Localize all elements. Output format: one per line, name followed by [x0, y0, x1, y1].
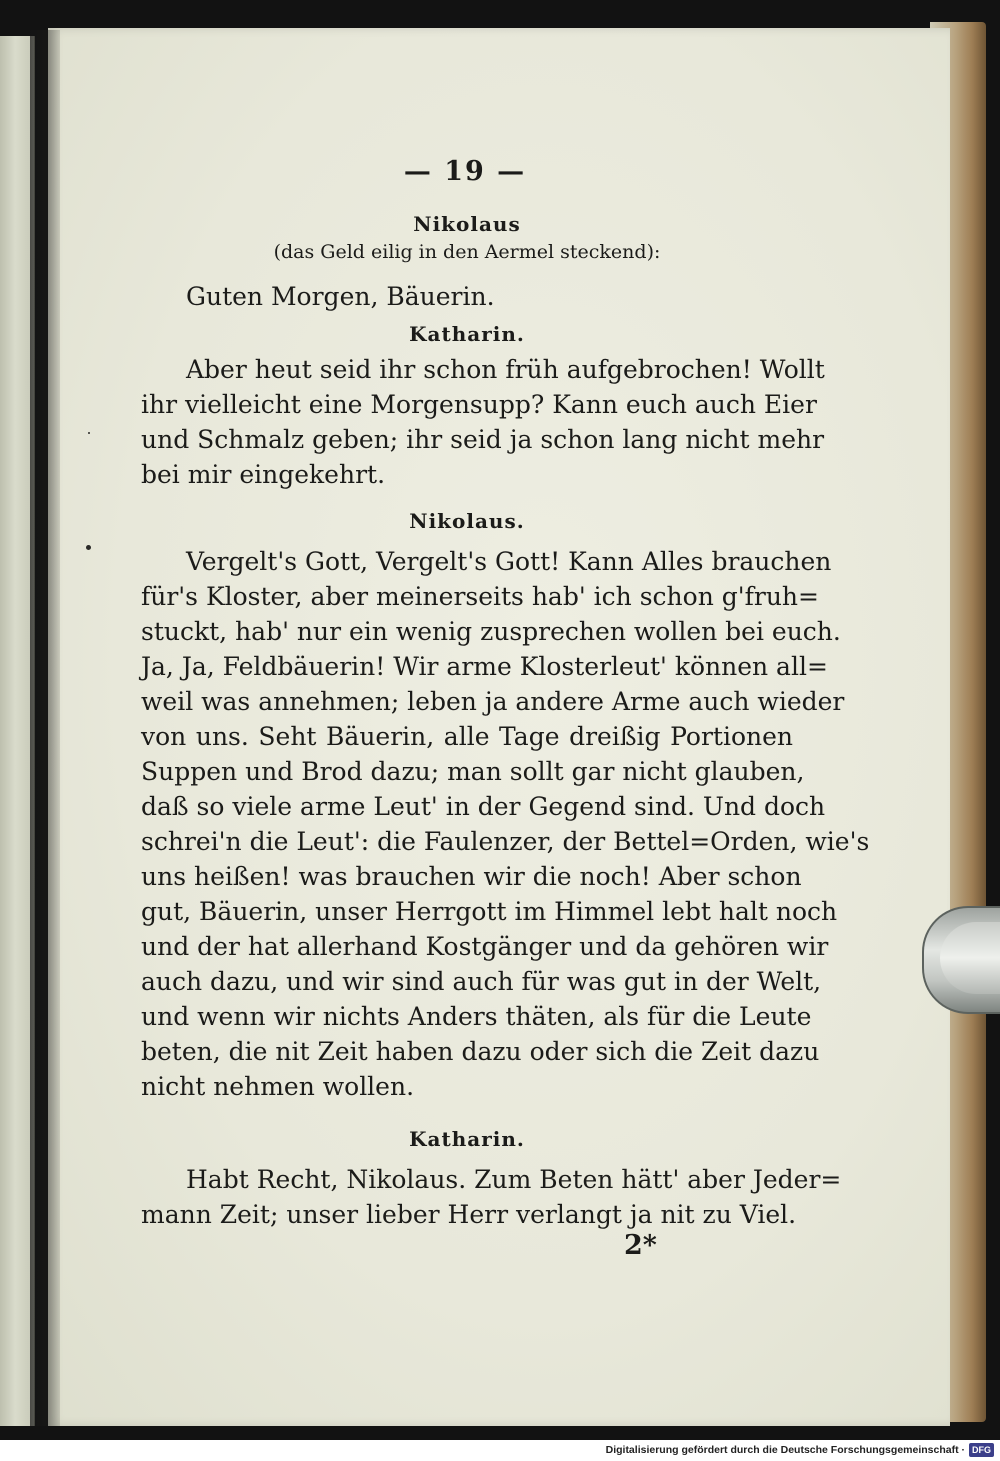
text-line: bei mir eingekehrt.	[141, 460, 386, 489]
digitization-footer	[0, 1440, 1000, 1461]
footer-credit: Digitalisierung gefördert durch die Deutsche Forschungsgemeinschaft ·	[605, 1444, 965, 1456]
text-line: auch dazu, und wir sind auch für was gut in der Welt,	[141, 967, 822, 996]
paper-speck	[86, 545, 91, 550]
text-line: mann Zeit; unser lieber Herr verlangt ja nit zu Viel.	[141, 1200, 797, 1229]
gutter-shadow	[30, 30, 60, 1426]
text-line: weil was annehmen; leben ja andere Arme auch wieder	[141, 687, 845, 716]
text-line: schrei'n die Leut': die Faulenzer, der Bettel=Orden, wie's	[141, 827, 870, 856]
text-line: Suppen und Brod dazu; man sollt gar nicht glauben,	[141, 757, 805, 786]
text-line: Aber heut seid ihr schon früh aufgebrochen! Wollt	[186, 355, 825, 384]
speaker-name: Katharin.	[409, 1127, 525, 1151]
text-line: ihr vielleicht eine Morgensupp? Kann euch auch Eier	[141, 390, 817, 419]
text-line: uns heißen! was brauchen wir die noch! Aber schon	[141, 862, 802, 891]
stage-direction: (das Geld eilig in den Aermel steckend):	[273, 241, 661, 263]
text-line: stuckt, hab' nur ein wenig zusprechen wollen bei euch.	[141, 617, 841, 646]
text-line: Ja, Ja, Feldbäuerin! Wir arme Klosterleut' können all=	[141, 652, 828, 681]
text-line: und Schmalz geben; ihr seid ja schon lang nicht mehr	[141, 425, 825, 454]
dfg-logo-icon: DFG	[969, 1443, 994, 1457]
text-line: daß so viele arme Leut' in der Gegend sind. Und doch	[141, 792, 826, 821]
speaker-name: Nikolaus.	[409, 509, 525, 533]
text-line: für's Kloster, aber meinerseits hab' ich schon g'fruh=	[141, 582, 819, 611]
paper-speck	[88, 432, 90, 434]
page-number: — 19 —	[403, 156, 527, 187]
signature-mark: 2*	[624, 1230, 657, 1261]
speaker-name: Katharin.	[409, 322, 525, 346]
speaker-name: Nikolaus	[413, 212, 521, 236]
text-line: gut, Bäuerin, unser Herrgott im Himmel lebt halt noch	[141, 897, 838, 926]
text-line: Guten Morgen, Bäuerin.	[186, 282, 495, 311]
text-line: nicht nehmen wollen.	[141, 1072, 415, 1101]
text-line: Vergelt's Gott, Vergelt's Gott! Kann Alles brauchen	[186, 547, 832, 576]
text-line: und wenn wir nichts Anders thäten, als für die Leute	[141, 1002, 812, 1031]
text-line: und der hat allerhand Kostgänger und da gehören wir	[141, 932, 829, 961]
text-line: von uns. Seht Bäuerin, alle Tage dreißig Portionen	[141, 722, 793, 751]
text-line: beten, die nit Zeit haben dazu oder sich die Zeit dazu	[141, 1037, 820, 1066]
text-line: Habt Recht, Nikolaus. Zum Beten hätt' aber Jeder=	[186, 1165, 842, 1194]
